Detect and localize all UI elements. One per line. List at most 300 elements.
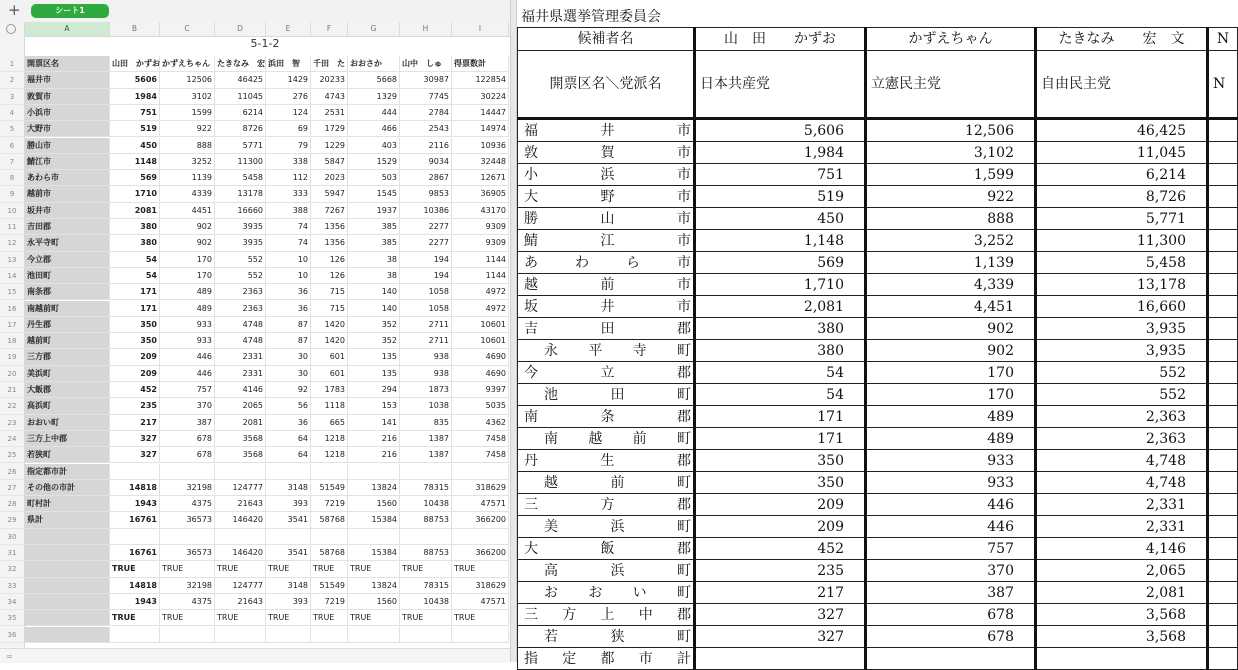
row-header[interactable]: 6 bbox=[0, 138, 24, 154]
cell[interactable]: 敦賀市 bbox=[25, 89, 110, 105]
cell[interactable]: 10601 bbox=[452, 333, 509, 349]
cell[interactable]: 350 bbox=[110, 317, 160, 333]
row-header[interactable]: 4 bbox=[0, 105, 24, 121]
cell[interactable]: 鯖江市 bbox=[25, 154, 110, 170]
cell[interactable] bbox=[452, 464, 509, 480]
cell[interactable]: 1420 bbox=[311, 317, 348, 333]
cell[interactable]: 13178 bbox=[215, 186, 266, 202]
cell[interactable]: 30987 bbox=[400, 72, 452, 88]
cell[interactable]: 601 bbox=[311, 349, 348, 365]
cell[interactable]: 938 bbox=[400, 366, 452, 382]
cell[interactable] bbox=[25, 610, 110, 626]
cell[interactable]: 385 bbox=[348, 235, 400, 251]
cell[interactable] bbox=[25, 561, 110, 577]
cell[interactable]: 12506 bbox=[160, 72, 215, 88]
cell[interactable]: 58768 bbox=[311, 545, 348, 561]
cell[interactable]: 2711 bbox=[400, 317, 452, 333]
cell[interactable]: 21643 bbox=[215, 594, 266, 610]
cell[interactable] bbox=[348, 627, 400, 643]
cell[interactable] bbox=[110, 529, 160, 545]
cell[interactable]: 135 bbox=[348, 366, 400, 382]
cell[interactable]: 902 bbox=[160, 219, 215, 235]
cell[interactable]: 170 bbox=[160, 268, 215, 284]
cell[interactable]: 6214 bbox=[215, 105, 266, 121]
cell[interactable]: 山中 しゅ bbox=[400, 56, 452, 72]
cell[interactable]: かずえちゃん bbox=[160, 56, 215, 72]
cell[interactable]: 7219 bbox=[311, 594, 348, 610]
cell[interactable]: 715 bbox=[311, 284, 348, 300]
cell[interactable]: 352 bbox=[348, 317, 400, 333]
cell[interactable]: 5606 bbox=[110, 72, 160, 88]
cell[interactable]: 112 bbox=[266, 170, 311, 186]
cell[interactable]: 三方上中郡 bbox=[25, 431, 110, 447]
cell[interactable]: 38 bbox=[348, 252, 400, 268]
cell[interactable]: 7219 bbox=[311, 496, 348, 512]
cell[interactable]: 5035 bbox=[452, 398, 509, 414]
cell[interactable]: 30 bbox=[266, 349, 311, 365]
cell[interactable]: 36573 bbox=[160, 512, 215, 528]
cell[interactable]: TRUE bbox=[348, 610, 400, 626]
cell[interactable]: 1937 bbox=[348, 203, 400, 219]
column-header-a[interactable]: A bbox=[25, 22, 110, 36]
cell[interactable]: 318629 bbox=[452, 480, 509, 496]
cell[interactable]: 坂井市 bbox=[25, 203, 110, 219]
row-header[interactable]: 9 bbox=[0, 186, 24, 202]
cell[interactable]: 14447 bbox=[452, 105, 509, 121]
cell[interactable]: 10438 bbox=[400, 594, 452, 610]
cell[interactable]: 87 bbox=[266, 317, 311, 333]
cell[interactable]: 140 bbox=[348, 284, 400, 300]
cell[interactable]: 87 bbox=[266, 333, 311, 349]
cell[interactable]: 446 bbox=[160, 349, 215, 365]
cell[interactable]: 569 bbox=[110, 170, 160, 186]
cell[interactable]: 1560 bbox=[348, 496, 400, 512]
cell[interactable]: 146420 bbox=[215, 545, 266, 561]
cell[interactable]: 今立郡 bbox=[25, 252, 110, 268]
cell[interactable]: 444 bbox=[348, 105, 400, 121]
cell[interactable]: 池田町 bbox=[25, 268, 110, 284]
cell[interactable]: 294 bbox=[348, 382, 400, 398]
row-header[interactable]: 36 bbox=[0, 627, 24, 643]
row-header[interactable]: 27 bbox=[0, 480, 24, 496]
cell[interactable]: 1599 bbox=[160, 105, 215, 121]
row-header[interactable]: 19 bbox=[0, 349, 24, 365]
cell[interactable]: 9034 bbox=[400, 154, 452, 170]
row-header[interactable]: 11 bbox=[0, 219, 24, 235]
cell[interactable]: TRUE bbox=[311, 561, 348, 577]
cell[interactable]: 1058 bbox=[400, 284, 452, 300]
cell[interactable]: TRUE bbox=[400, 561, 452, 577]
cell[interactable]: 135 bbox=[348, 349, 400, 365]
cell[interactable] bbox=[160, 529, 215, 545]
cell[interactable]: 1118 bbox=[311, 398, 348, 414]
add-sheet-icon[interactable]: + bbox=[8, 1, 21, 19]
cell[interactable]: 450 bbox=[110, 138, 160, 154]
cell[interactable]: 12671 bbox=[452, 170, 509, 186]
cell[interactable]: 318629 bbox=[452, 578, 509, 594]
cell[interactable]: 751 bbox=[110, 105, 160, 121]
cell[interactable]: 124777 bbox=[215, 480, 266, 496]
cell[interactable] bbox=[452, 529, 509, 545]
cell[interactable]: 14974 bbox=[452, 121, 509, 137]
cell[interactable] bbox=[25, 594, 110, 610]
cell[interactable]: その他の市計 bbox=[25, 480, 110, 496]
cell[interactable]: 1943 bbox=[110, 496, 160, 512]
cell[interactable]: 366200 bbox=[452, 545, 509, 561]
row-header[interactable]: 18 bbox=[0, 333, 24, 349]
cell[interactable]: TRUE bbox=[452, 561, 509, 577]
cell[interactable]: TRUE bbox=[160, 610, 215, 626]
cell[interactable]: 78315 bbox=[400, 480, 452, 496]
row-header[interactable]: 34 bbox=[0, 594, 24, 610]
cell[interactable]: 54 bbox=[110, 268, 160, 284]
cell[interactable]: 美浜町 bbox=[25, 366, 110, 382]
cell[interactable]: 9397 bbox=[452, 382, 509, 398]
cell[interactable]: 2363 bbox=[215, 301, 266, 317]
cell[interactable]: 38 bbox=[348, 268, 400, 284]
row-header[interactable]: 31 bbox=[0, 545, 24, 561]
cell[interactable]: 3252 bbox=[160, 154, 215, 170]
cell[interactable]: 大飯郡 bbox=[25, 382, 110, 398]
cell[interactable]: 1429 bbox=[266, 72, 311, 88]
cell[interactable]: 216 bbox=[348, 447, 400, 463]
cell[interactable]: 7458 bbox=[452, 431, 509, 447]
cell[interactable]: 4972 bbox=[452, 301, 509, 317]
cell[interactable]: あわら市 bbox=[25, 170, 110, 186]
cell[interactable]: 888 bbox=[160, 138, 215, 154]
cell[interactable]: 2116 bbox=[400, 138, 452, 154]
cell[interactable]: 1058 bbox=[400, 301, 452, 317]
cell[interactable]: 4451 bbox=[160, 203, 215, 219]
cell[interactable]: 4743 bbox=[311, 89, 348, 105]
cell[interactable]: 352 bbox=[348, 333, 400, 349]
cell[interactable]: 小浜市 bbox=[25, 105, 110, 121]
cell[interactable]: 489 bbox=[160, 284, 215, 300]
cell[interactable]: 7458 bbox=[452, 447, 509, 463]
cell[interactable]: 10601 bbox=[452, 317, 509, 333]
cell[interactable]: 503 bbox=[348, 170, 400, 186]
cell[interactable]: 21643 bbox=[215, 496, 266, 512]
cell[interactable]: 194 bbox=[400, 268, 452, 284]
row-header[interactable]: 24 bbox=[0, 431, 24, 447]
cell[interactable] bbox=[215, 627, 266, 643]
cell[interactable]: 47571 bbox=[452, 496, 509, 512]
cell[interactable]: 4339 bbox=[160, 186, 215, 202]
cell[interactable]: 福井市 bbox=[25, 72, 110, 88]
cell[interactable]: 2081 bbox=[215, 415, 266, 431]
cell[interactable]: 30 bbox=[266, 366, 311, 382]
row-header[interactable]: 3 bbox=[0, 89, 24, 105]
cell[interactable]: 276 bbox=[266, 89, 311, 105]
cell[interactable]: TRUE bbox=[215, 610, 266, 626]
cell[interactable] bbox=[266, 529, 311, 545]
cell[interactable]: 403 bbox=[348, 138, 400, 154]
cell[interactable] bbox=[400, 464, 452, 480]
row-header[interactable]: 12 bbox=[0, 235, 24, 251]
cell[interactable]: 1229 bbox=[311, 138, 348, 154]
cell[interactable]: TRUE bbox=[215, 561, 266, 577]
cell[interactable]: 32448 bbox=[452, 154, 509, 170]
cell[interactable]: 高浜町 bbox=[25, 398, 110, 414]
cell[interactable]: 126 bbox=[311, 252, 348, 268]
row-header[interactable]: 23 bbox=[0, 415, 24, 431]
cell[interactable]: 36573 bbox=[160, 545, 215, 561]
row-header[interactable]: 35 bbox=[0, 610, 24, 626]
cell[interactable]: 丹生郡 bbox=[25, 317, 110, 333]
cell[interactable]: 大野市 bbox=[25, 121, 110, 137]
column-header-e[interactable]: E bbox=[266, 22, 311, 36]
cell[interactable]: 4690 bbox=[452, 349, 509, 365]
row-header[interactable]: 14 bbox=[0, 268, 24, 284]
cell[interactable]: 1943 bbox=[110, 594, 160, 610]
cell[interactable]: TRUE bbox=[160, 561, 215, 577]
cell[interactable]: 13824 bbox=[348, 578, 400, 594]
cell[interactable]: 10936 bbox=[452, 138, 509, 154]
cell[interactable]: 10 bbox=[266, 268, 311, 284]
cell[interactable]: 489 bbox=[160, 301, 215, 317]
cell[interactable]: 1356 bbox=[311, 235, 348, 251]
cell[interactable]: 2065 bbox=[215, 398, 266, 414]
cell[interactable]: 1529 bbox=[348, 154, 400, 170]
cell[interactable]: 678 bbox=[160, 447, 215, 463]
row-header[interactable]: 29 bbox=[0, 512, 24, 528]
cell[interactable]: 30224 bbox=[452, 89, 509, 105]
row-header[interactable]: 2 bbox=[0, 72, 24, 88]
column-header-f[interactable]: F bbox=[311, 22, 348, 36]
row-header[interactable]: 30 bbox=[0, 529, 24, 545]
cell[interactable]: TRUE bbox=[311, 610, 348, 626]
cell[interactable]: 3148 bbox=[266, 578, 311, 594]
cell[interactable]: 43170 bbox=[452, 203, 509, 219]
cell[interactable]: 2023 bbox=[311, 170, 348, 186]
cell[interactable]: 10386 bbox=[400, 203, 452, 219]
cell[interactable]: 10 bbox=[266, 252, 311, 268]
cell[interactable]: 2277 bbox=[400, 235, 452, 251]
cell[interactable]: 393 bbox=[266, 594, 311, 610]
cell[interactable]: 933 bbox=[160, 333, 215, 349]
cell[interactable]: 140 bbox=[348, 301, 400, 317]
cell[interactable]: 47571 bbox=[452, 594, 509, 610]
cell[interactable]: 16660 bbox=[215, 203, 266, 219]
pane-splitter[interactable] bbox=[510, 0, 517, 662]
cell[interactable]: 36 bbox=[266, 284, 311, 300]
select-all-corner[interactable] bbox=[0, 22, 25, 37]
cell[interactable]: 7745 bbox=[400, 89, 452, 105]
cell[interactable]: 122854 bbox=[452, 72, 509, 88]
cell[interactable] bbox=[110, 627, 160, 643]
cell[interactable]: 5458 bbox=[215, 170, 266, 186]
cell[interactable]: 153 bbox=[348, 398, 400, 414]
cell[interactable]: 552 bbox=[215, 268, 266, 284]
cell[interactable]: 715 bbox=[311, 301, 348, 317]
cell[interactable]: 171 bbox=[110, 284, 160, 300]
row-header[interactable]: 13 bbox=[0, 252, 24, 268]
cell[interactable]: 519 bbox=[110, 121, 160, 137]
cell[interactable]: 74 bbox=[266, 235, 311, 251]
cell[interactable]: 11045 bbox=[215, 89, 266, 105]
cell[interactable]: 20233 bbox=[311, 72, 348, 88]
cell[interactable] bbox=[160, 464, 215, 480]
cell[interactable]: 1729 bbox=[311, 121, 348, 137]
cell[interactable]: 51549 bbox=[311, 480, 348, 496]
cell[interactable]: 146420 bbox=[215, 512, 266, 528]
row-header[interactable]: 1 bbox=[0, 56, 24, 72]
cell[interactable] bbox=[215, 464, 266, 480]
cell[interactable]: 933 bbox=[160, 317, 215, 333]
cell[interactable]: 51549 bbox=[311, 578, 348, 594]
cell[interactable]: 越前町 bbox=[25, 333, 110, 349]
cell[interactable]: 69 bbox=[266, 121, 311, 137]
cell[interactable]: 若狭町 bbox=[25, 447, 110, 463]
cell-grid[interactable] bbox=[25, 36, 510, 662]
cell[interactable]: たきなみ 宏 bbox=[215, 56, 266, 72]
sheet-tab[interactable]: シート1 bbox=[31, 4, 109, 18]
cell[interactable]: 4972 bbox=[452, 284, 509, 300]
cell[interactable]: 開票区名 bbox=[25, 56, 110, 72]
cell[interactable]: 4362 bbox=[452, 415, 509, 431]
cell[interactable]: 3935 bbox=[215, 235, 266, 251]
cell[interactable]: 4748 bbox=[215, 333, 266, 349]
cell[interactable]: 79 bbox=[266, 138, 311, 154]
cell[interactable]: 58768 bbox=[311, 512, 348, 528]
cell[interactable]: 88753 bbox=[400, 512, 452, 528]
cell[interactable]: TRUE bbox=[266, 610, 311, 626]
cell[interactable]: 366200 bbox=[452, 512, 509, 528]
column-header-h[interactable]: H bbox=[400, 22, 452, 36]
column-header-c[interactable]: C bbox=[160, 22, 215, 36]
cell[interactable]: 36 bbox=[266, 301, 311, 317]
cell[interactable]: 370 bbox=[160, 398, 215, 414]
cell[interactable]: 5668 bbox=[348, 72, 400, 88]
cell[interactable]: 永平寺町 bbox=[25, 235, 110, 251]
cell[interactable]: 2331 bbox=[215, 349, 266, 365]
cell[interactable]: 1560 bbox=[348, 594, 400, 610]
cell[interactable]: 1783 bbox=[311, 382, 348, 398]
cell[interactable]: 3541 bbox=[266, 545, 311, 561]
row-header[interactable]: 22 bbox=[0, 398, 24, 414]
cell[interactable]: 7267 bbox=[311, 203, 348, 219]
column-header-d[interactable]: D bbox=[215, 22, 266, 36]
cell[interactable]: 327 bbox=[110, 447, 160, 463]
cell[interactable]: 2543 bbox=[400, 121, 452, 137]
cell[interactable] bbox=[400, 529, 452, 545]
cell[interactable] bbox=[266, 464, 311, 480]
cell[interactable]: 78315 bbox=[400, 578, 452, 594]
cell[interactable]: 3568 bbox=[215, 431, 266, 447]
cell[interactable]: 446 bbox=[160, 366, 215, 382]
cell[interactable]: 南条郡 bbox=[25, 284, 110, 300]
cell[interactable]: 4375 bbox=[160, 594, 215, 610]
cell[interactable]: 1038 bbox=[400, 398, 452, 414]
cell[interactable]: 1144 bbox=[452, 268, 509, 284]
cell[interactable]: 1545 bbox=[348, 186, 400, 202]
cell[interactable]: 902 bbox=[160, 235, 215, 251]
cell[interactable]: 757 bbox=[160, 382, 215, 398]
cell[interactable]: 3541 bbox=[266, 512, 311, 528]
cell[interactable]: 141 bbox=[348, 415, 400, 431]
cell[interactable]: 327 bbox=[110, 431, 160, 447]
cell[interactable]: 2711 bbox=[400, 333, 452, 349]
cell[interactable]: 5771 bbox=[215, 138, 266, 154]
cell[interactable]: 1144 bbox=[452, 252, 509, 268]
cell[interactable]: 350 bbox=[110, 333, 160, 349]
cell[interactable]: 三方郡 bbox=[25, 349, 110, 365]
cell[interactable] bbox=[348, 529, 400, 545]
cell[interactable]: 3102 bbox=[160, 89, 215, 105]
cell[interactable]: 勝山市 bbox=[25, 138, 110, 154]
cell[interactable]: 1387 bbox=[400, 431, 452, 447]
cell[interactable]: 32198 bbox=[160, 480, 215, 496]
cell[interactable]: 2531 bbox=[311, 105, 348, 121]
cell[interactable]: TRUE bbox=[110, 610, 160, 626]
cell[interactable] bbox=[160, 627, 215, 643]
cell[interactable] bbox=[25, 578, 110, 594]
cell[interactable] bbox=[400, 627, 452, 643]
cell[interactable]: 千田 た bbox=[311, 56, 348, 72]
cell[interactable]: 380 bbox=[110, 235, 160, 251]
cell[interactable]: 4146 bbox=[215, 382, 266, 398]
column-header-b[interactable]: B bbox=[110, 22, 160, 36]
cell[interactable]: 1984 bbox=[110, 89, 160, 105]
cell[interactable]: 552 bbox=[215, 252, 266, 268]
cell[interactable]: 山田 かずお bbox=[110, 56, 160, 72]
cell[interactable]: 92 bbox=[266, 382, 311, 398]
cell[interactable]: TRUE bbox=[110, 561, 160, 577]
cell[interactable]: 46425 bbox=[215, 72, 266, 88]
row-header[interactable]: 17 bbox=[0, 317, 24, 333]
cell[interactable]: 15384 bbox=[348, 512, 400, 528]
cell[interactable]: 466 bbox=[348, 121, 400, 137]
cell[interactable]: 1710 bbox=[110, 186, 160, 202]
cell[interactable]: 194 bbox=[400, 252, 452, 268]
cell[interactable]: 387 bbox=[160, 415, 215, 431]
row-header[interactable]: 8 bbox=[0, 170, 24, 186]
cell[interactable]: 385 bbox=[348, 219, 400, 235]
cell[interactable]: 1139 bbox=[160, 170, 215, 186]
cell[interactable]: 3935 bbox=[215, 219, 266, 235]
cell[interactable]: 2081 bbox=[110, 203, 160, 219]
cell[interactable]: 2331 bbox=[215, 366, 266, 382]
cell[interactable]: 越前市 bbox=[25, 186, 110, 202]
cell[interactable]: 393 bbox=[266, 496, 311, 512]
cell[interactable]: 54 bbox=[110, 252, 160, 268]
cell[interactable]: 1387 bbox=[400, 447, 452, 463]
cell[interactable] bbox=[311, 627, 348, 643]
cell[interactable]: 14818 bbox=[110, 480, 160, 496]
cell[interactable] bbox=[311, 464, 348, 480]
cell[interactable]: TRUE bbox=[266, 561, 311, 577]
cell[interactable]: 922 bbox=[160, 121, 215, 137]
cell[interactable]: 36905 bbox=[452, 186, 509, 202]
cell[interactable] bbox=[452, 627, 509, 643]
cell[interactable]: 4375 bbox=[160, 496, 215, 512]
cell[interactable]: 11300 bbox=[215, 154, 266, 170]
row-header[interactable]: 32 bbox=[0, 561, 24, 577]
cell[interactable]: 124777 bbox=[215, 578, 266, 594]
cell[interactable]: 10438 bbox=[400, 496, 452, 512]
cell[interactable]: 浜田 智 bbox=[266, 56, 311, 72]
cell[interactable]: 64 bbox=[266, 447, 311, 463]
cell[interactable]: 209 bbox=[110, 349, 160, 365]
cell[interactable]: 16761 bbox=[110, 545, 160, 561]
row-header[interactable]: 28 bbox=[0, 496, 24, 512]
cell[interactable]: 16761 bbox=[110, 512, 160, 528]
cell[interactable]: 209 bbox=[110, 366, 160, 382]
cell[interactable] bbox=[311, 529, 348, 545]
cell[interactable]: 235 bbox=[110, 398, 160, 414]
cell[interactable]: 2277 bbox=[400, 219, 452, 235]
cell[interactable]: 88753 bbox=[400, 545, 452, 561]
